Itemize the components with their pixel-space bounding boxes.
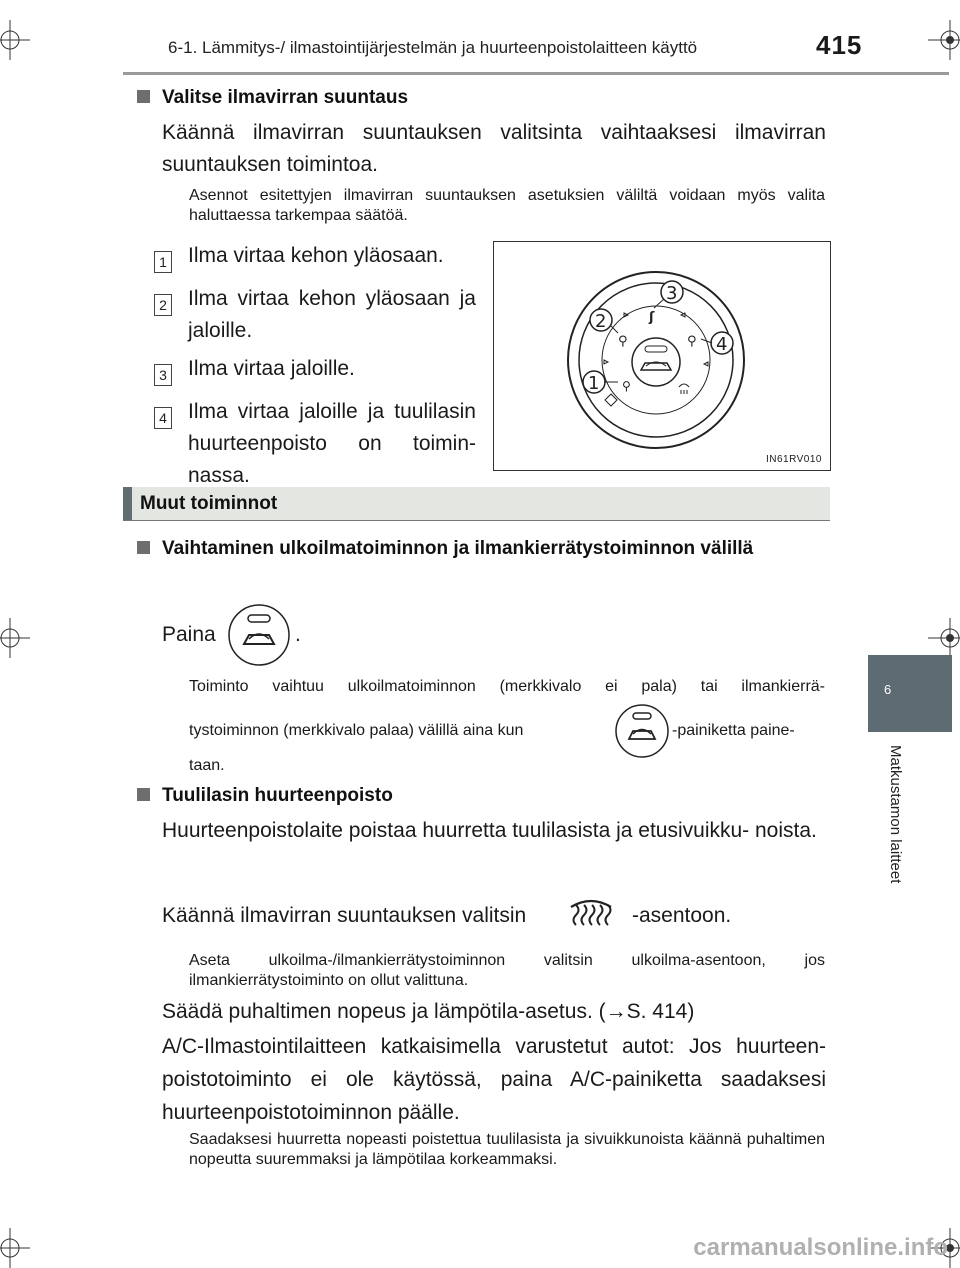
svg-text:⚲: ⚲ <box>687 334 697 349</box>
airflow-text: Käännä ilmavirran suuntauksen valitsinta vaihtaaksesi ilmavirran suuntauksen toimintoa. <box>162 121 826 176</box>
recirc-button-icon <box>227 603 291 672</box>
crop-mark-top-left <box>0 20 40 60</box>
section-title: Muut toiminnot <box>140 493 278 514</box>
list-item: 3 Ilma virtaa jaloille. <box>154 353 476 390</box>
number-box: 4 <box>154 407 172 429</box>
crop-mark-top-right <box>928 20 960 60</box>
list-item: 4 Ilma virtaa jaloille ja tuulilasin huurteenpoisto on toimin- nassa. <box>154 396 476 492</box>
bullet-square-icon <box>137 541 150 554</box>
crop-mark-mid-right <box>928 618 960 658</box>
number-box: 2 <box>154 294 172 316</box>
header-rule <box>123 72 949 75</box>
press-label: Paina <box>162 623 216 646</box>
list-item: 1 Ilma virtaa kehon yläosaan. <box>154 240 476 277</box>
defog-text1: Huurteenpoistolaite poistaa huurretta tuulilasista ja etusivuikku- noista. <box>162 819 817 842</box>
svg-text:⚲: ⚲ <box>618 334 628 349</box>
chapter-tab <box>868 655 952 732</box>
airflow-note: Asennot esitettyjen ilmavirran suuntauksen asetuksien väliltä voidaan myös valita haluttaessa tarkempaa säätöä. <box>189 187 825 224</box>
defog-heading: Tuulilasin huurteenpoisto <box>137 785 393 807</box>
defog-note2: Saadaksesi huurretta nopeasti poistettua tuulilasista ja sivuikkunoista käännä puhaltimen nopeutta suuremmaksi ja lämpötilaa korkeammaksi. <box>189 1131 825 1168</box>
airflow-heading: Valitse ilmavirran suuntaus <box>137 87 408 109</box>
dial-label-4: 4 <box>716 334 728 355</box>
recirc-note-line2: tystoiminnon (merkkivalo palaa) välillä aina kun <box>189 722 524 739</box>
press-suffix: . <box>295 623 301 646</box>
section-rule <box>123 520 830 521</box>
svg-text:ʃ: ʃ <box>649 310 655 325</box>
crop-mark-bottom-left <box>0 1228 40 1268</box>
defog-text3: A/C-Ilmastointilaitteen katkaisimella varustetut autot: Jos huurteen- poistotoiminto ei ole käytössä, paina A/C-painiketta saadaksesi huurteenpoistotoiminnon päälle. <box>162 1035 826 1124</box>
svg-text:⚲: ⚲ <box>622 379 631 393</box>
dial-label-1: 1 <box>588 373 600 394</box>
recirc-note-line3: -painiketta paine- <box>672 722 795 739</box>
recirc-heading: Vaihtaminen ulkoilmatoiminnon ja ilmankierrätystoiminnon välillä <box>137 535 827 563</box>
number-box: 1 <box>154 251 172 273</box>
defog-note1: Aseta ulkoilma-/ilmankierrätystoiminnon valitsin ulkoilma-asentoon, jos ilmankierrätystoiminto on ollut valittuna. <box>189 952 825 989</box>
defog-text2: Säädä puhaltimen nopeus ja lämpötila-asetus. (→S. 414) <box>162 1000 695 1023</box>
section-accent <box>123 487 132 521</box>
recirc-button-small-icon <box>614 703 670 764</box>
number-box: 3 <box>154 364 172 386</box>
dial-label-3: 3 <box>666 283 678 304</box>
airflow-dial-diagram <box>494 242 830 470</box>
recirc-note-line4: taan. <box>189 757 225 774</box>
chapter-title: 6-1. Lämmitys-/ ilmastointijärjestelmän ja huurteenpoistolaitteen käyttö <box>168 38 698 57</box>
chapter-tab-number: 6 <box>884 682 892 697</box>
dial-label-2: 2 <box>595 311 607 332</box>
list-item: 2 Ilma virtaa kehon yläosaan ja jaloille. <box>154 283 476 347</box>
airflow-dial-figure <box>493 241 831 471</box>
windshield-defog-icon <box>567 897 615 936</box>
airflow-list <box>154 240 476 492</box>
recirc-note-line1: Toiminto vaihtuu ulkoilmatoiminnon (merkkivalo ei pala) tai ilmankierrä- <box>189 678 825 695</box>
figure-id: IN61RV010 <box>765 454 822 465</box>
bullet-square-icon <box>137 788 150 801</box>
bullet-square-icon <box>137 90 150 103</box>
page-number: 415 <box>816 30 863 60</box>
section-heading-bar <box>123 487 830 521</box>
defog-turn-suffix: -asentoon. <box>632 904 732 927</box>
watermark: carmanualsonline.info <box>693 1234 948 1261</box>
defog-turn-prefix: Käännä ilmavirran suuntauksen valitsin <box>162 904 527 927</box>
crop-mark-mid-left <box>0 618 40 658</box>
chapter-side-label: Matkustamon laitteet <box>887 745 904 884</box>
